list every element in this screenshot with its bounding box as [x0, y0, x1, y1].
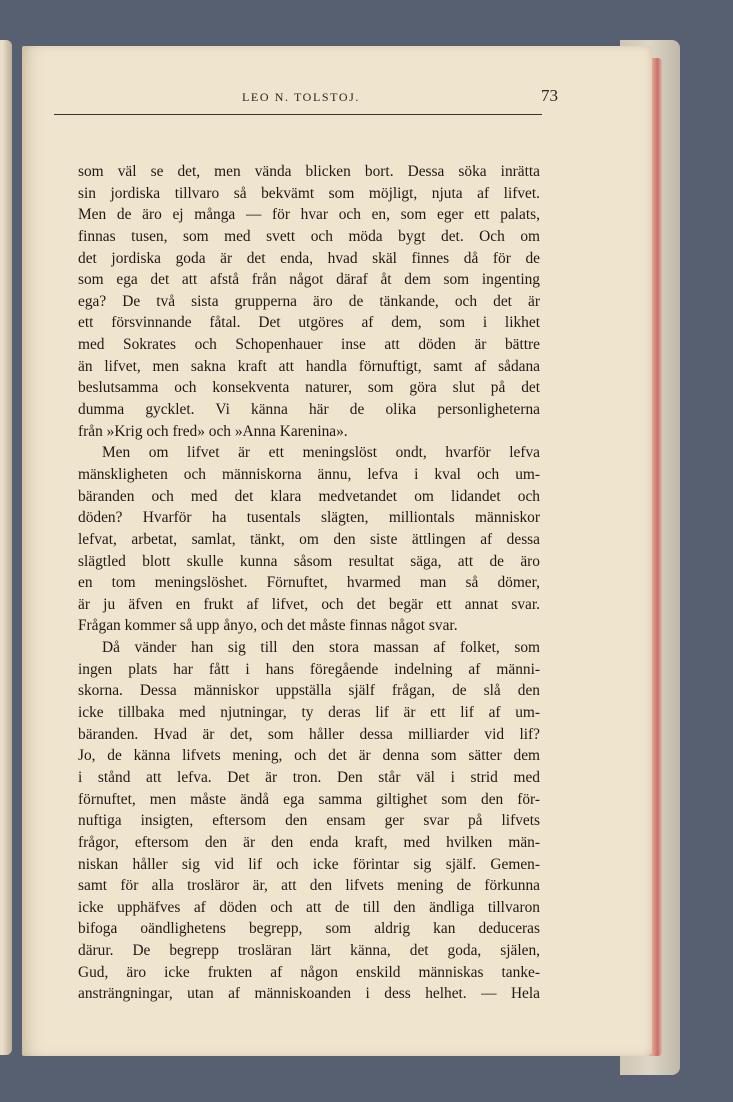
text-line: icke tillbaka med njutningar, ty deras lif är ett lif af um- [78, 704, 540, 722]
text-line: döden? Hvarför ha tusentals slägten, milliontals människor [78, 509, 540, 527]
text-line: nuftiga insigten, eftersom den ensam ger svar på lifvets [78, 812, 540, 830]
text-line: Frågan kommer så upp ånyo, och det måste finnas något svar. [78, 617, 458, 635]
text-line: förnuftet, men måste ändå ega samma giltighet som den för- [78, 790, 540, 808]
text-line: Gud, äro icke frukten af någon enskild människas tanke- [78, 963, 540, 981]
text-line: mänskligheten och människorna ännu, lefva i kval och um- [78, 465, 540, 483]
running-title: LEO N. TOLSTOJ. [241, 90, 360, 104]
text-line: en tom meningslöshet. Förnuftet, hvarmed man så dömer, [78, 574, 540, 592]
text-line: skorna. Dessa människor uppställa själf frågan, de slå den [78, 682, 540, 700]
text-line: som väl se det, men vända blicken bort. Dessa söka inrätta [78, 163, 540, 180]
text-line: icke upphäfves af döden och att de till den ändliga tillvaron [78, 898, 540, 916]
text-line: är ju äfven en frukt af lifvet, och det begär ett annat svar. [78, 595, 540, 613]
text-line: med Sokrates och Schopenhauer inse att döden är bättre [78, 336, 540, 354]
text-line: ansträngningar, utan af människoanden i dess helhet. — Hela [78, 985, 540, 1003]
running-header [56, 86, 558, 112]
text-line: från »Krig och fred» och »Anna Karenina». [78, 422, 348, 440]
facing-page-edge [0, 40, 12, 1055]
text-line: finnas tusen, som med svett och möda bygt det. Och om [78, 227, 540, 245]
text-line: ett försvinnande fåtal. Det utgöres af dem, som i likhet [78, 314, 540, 332]
text-line: bifoga oändlighetens begrepp, som aldrig kan deduceras [78, 920, 540, 938]
text-line: niskan håller sig vid lif och icke förintar sig själf. Gemen- [78, 855, 540, 873]
text-line: samt för alla trosläror är, att den lifvets mening de förkunna [78, 877, 540, 895]
text-line: frågor, eftersom den är den enda kraft, med hvilken män- [78, 833, 540, 851]
text-line: beslutsamma och konsekventa naturer, som göra slut på det [78, 379, 540, 397]
text-line: som ega det att afstå från något däraf åt dem som ingenting [78, 271, 540, 289]
text-line: Men de äro ej många — för hvar och en, som eger ett palats, [78, 206, 540, 224]
text-line: det jordiska goda är det enda, hvad skäl finnes då för de [78, 249, 540, 267]
text-line: därur. De begrepp trosläran lärt känna, det goda, själen, [78, 942, 540, 960]
header-rule [54, 114, 542, 115]
text-line: sin jordiska tillvaro så bekvämt som möjligt, njuta af lifvet. [78, 184, 540, 202]
text-line: Jo, de känna lifvets mening, och det är denna som sätter dem [78, 747, 540, 765]
text-line: i stånd att lefva. Det är tron. Den står väl i strid med [78, 768, 540, 786]
text-line: lefvat, arbetat, samlat, tänkt, om den siste ättlingen af dessa [78, 530, 540, 548]
text-line: bäranden. Hvad är det, som håller dessa milliarder vid lif? [78, 725, 540, 743]
text-line: slägtled blott skulle kunna såsom resultat säga, att de äro [78, 552, 540, 570]
text-line: ega? De två sista grupperna äro de tänkande, och det är [78, 292, 540, 310]
page-number: 73 [541, 86, 558, 105]
text-line: Då vänder han sig till den stora massan af folket, som [102, 639, 540, 657]
text-line: ingen plats har fått i hans föregående indelning af männi- [78, 660, 540, 678]
text-line: bäranden och med det klara medvetandet om lidandet och [78, 487, 540, 505]
text-line: än lifvet, men sakna kraft att handla förnuftigt, samt af sådana [78, 357, 540, 375]
text-line: Men om lifvet är ett meningslöst ondt, hvarför lefva [102, 444, 540, 462]
text-line: dumma gycklet. Vi känna här de olika personligheterna [78, 401, 540, 419]
body-text [78, 161, 540, 1005]
